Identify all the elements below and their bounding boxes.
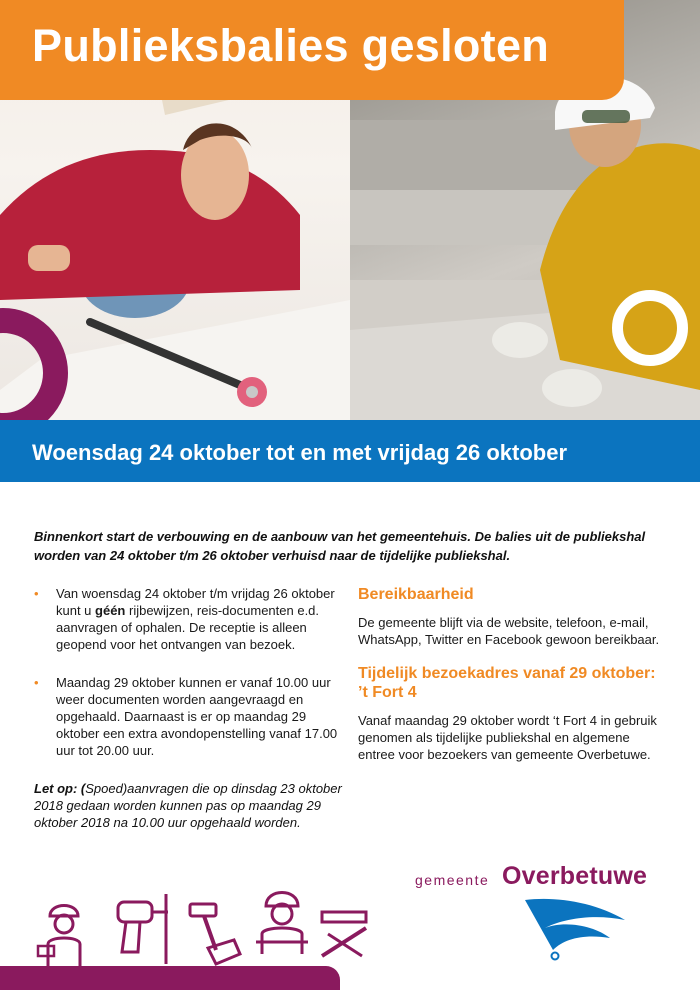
bullet-text-rest: rijbewijzen, reis-documenten e.d. aanvragen of ophalen. De receptie is alleen geopend voor het ontvangen van bezoek. — [56, 603, 320, 652]
note-text — [34, 780, 344, 831]
municipality-logo — [415, 862, 670, 962]
note-label: Let op: ( — [34, 781, 86, 796]
section-heading-reachability: Bereikbaarheid — [358, 586, 474, 603]
power-drill-icon — [112, 888, 172, 968]
right-column — [358, 585, 668, 779]
worker-helmet-icon — [252, 884, 312, 956]
section-heading-temporary-address: Tijdelijk bezoekadres vanaf 29 oktober: ’t Fort 4 — [358, 665, 656, 701]
section-text-reachability: De gemeente blijft via de website, telefoon, e-mail, WhatsApp, Twitter en Facebook gewoon bereikbaar. — [358, 615, 660, 647]
logo-prefix: gemeente — [415, 872, 490, 888]
bullet-item-closure — [34, 585, 344, 653]
section-text-temporary-address: Vanaf maandag 29 oktober wordt ‘t Fort 4 in gebruik genomen als tijdelijke publiekshal en algemene entree voor bezoekers van gemeente Overbetuwe. — [358, 713, 657, 762]
logo-wave-icon — [515, 892, 635, 962]
hammer-hand-icon — [184, 898, 244, 970]
bullet-text: Van woensdag 24 oktober t/m vrijdag 26 oktober kunt u — [56, 586, 335, 618]
left-column — [34, 585, 344, 831]
note-body: Spoed)aanvragen die op dinsdag 23 oktober 2018 gedaan worden kunnen pas op maandag 29 oktober 2018 na 10.00 uur opgehaald worden. — [34, 781, 342, 830]
construction-icons — [34, 880, 374, 970]
logo-name: Overbetuwe — [502, 862, 648, 890]
construction-worker-icon — [34, 892, 94, 970]
bullet-emphasis: géén — [95, 603, 126, 618]
bullet-marker: • — [34, 675, 39, 690]
date-banner-text: Woensdag 24 oktober tot en met vrijdag 26 oktober — [32, 440, 568, 465]
bullet-marker: • — [34, 586, 39, 601]
ruler-saw-icon — [318, 908, 372, 962]
decorative-ring-white — [612, 290, 688, 366]
bottom-accent-bar — [0, 966, 340, 990]
intro-text: Binnenkort start de verbouwing en de aanbouw van het gemeentehuis. De balies uit de publiekshal worden van 24 oktober t/m 26 oktober verhuisd naar de tijdelijke publiekshal. — [34, 529, 646, 563]
bullet-item-reopening — [34, 674, 344, 759]
page-title: Publieksbalies gesloten — [32, 20, 550, 71]
bullet-text: Maandag 29 oktober kunnen er vanaf 10.00 uur weer documenten worden aangevraagd en opgehaald. Daarnaast is er op maandag 29 oktober een extra avondopenstelling vanaf 17.00 uur tot 20.00 uur. — [56, 675, 338, 758]
bullet-list — [34, 585, 344, 759]
